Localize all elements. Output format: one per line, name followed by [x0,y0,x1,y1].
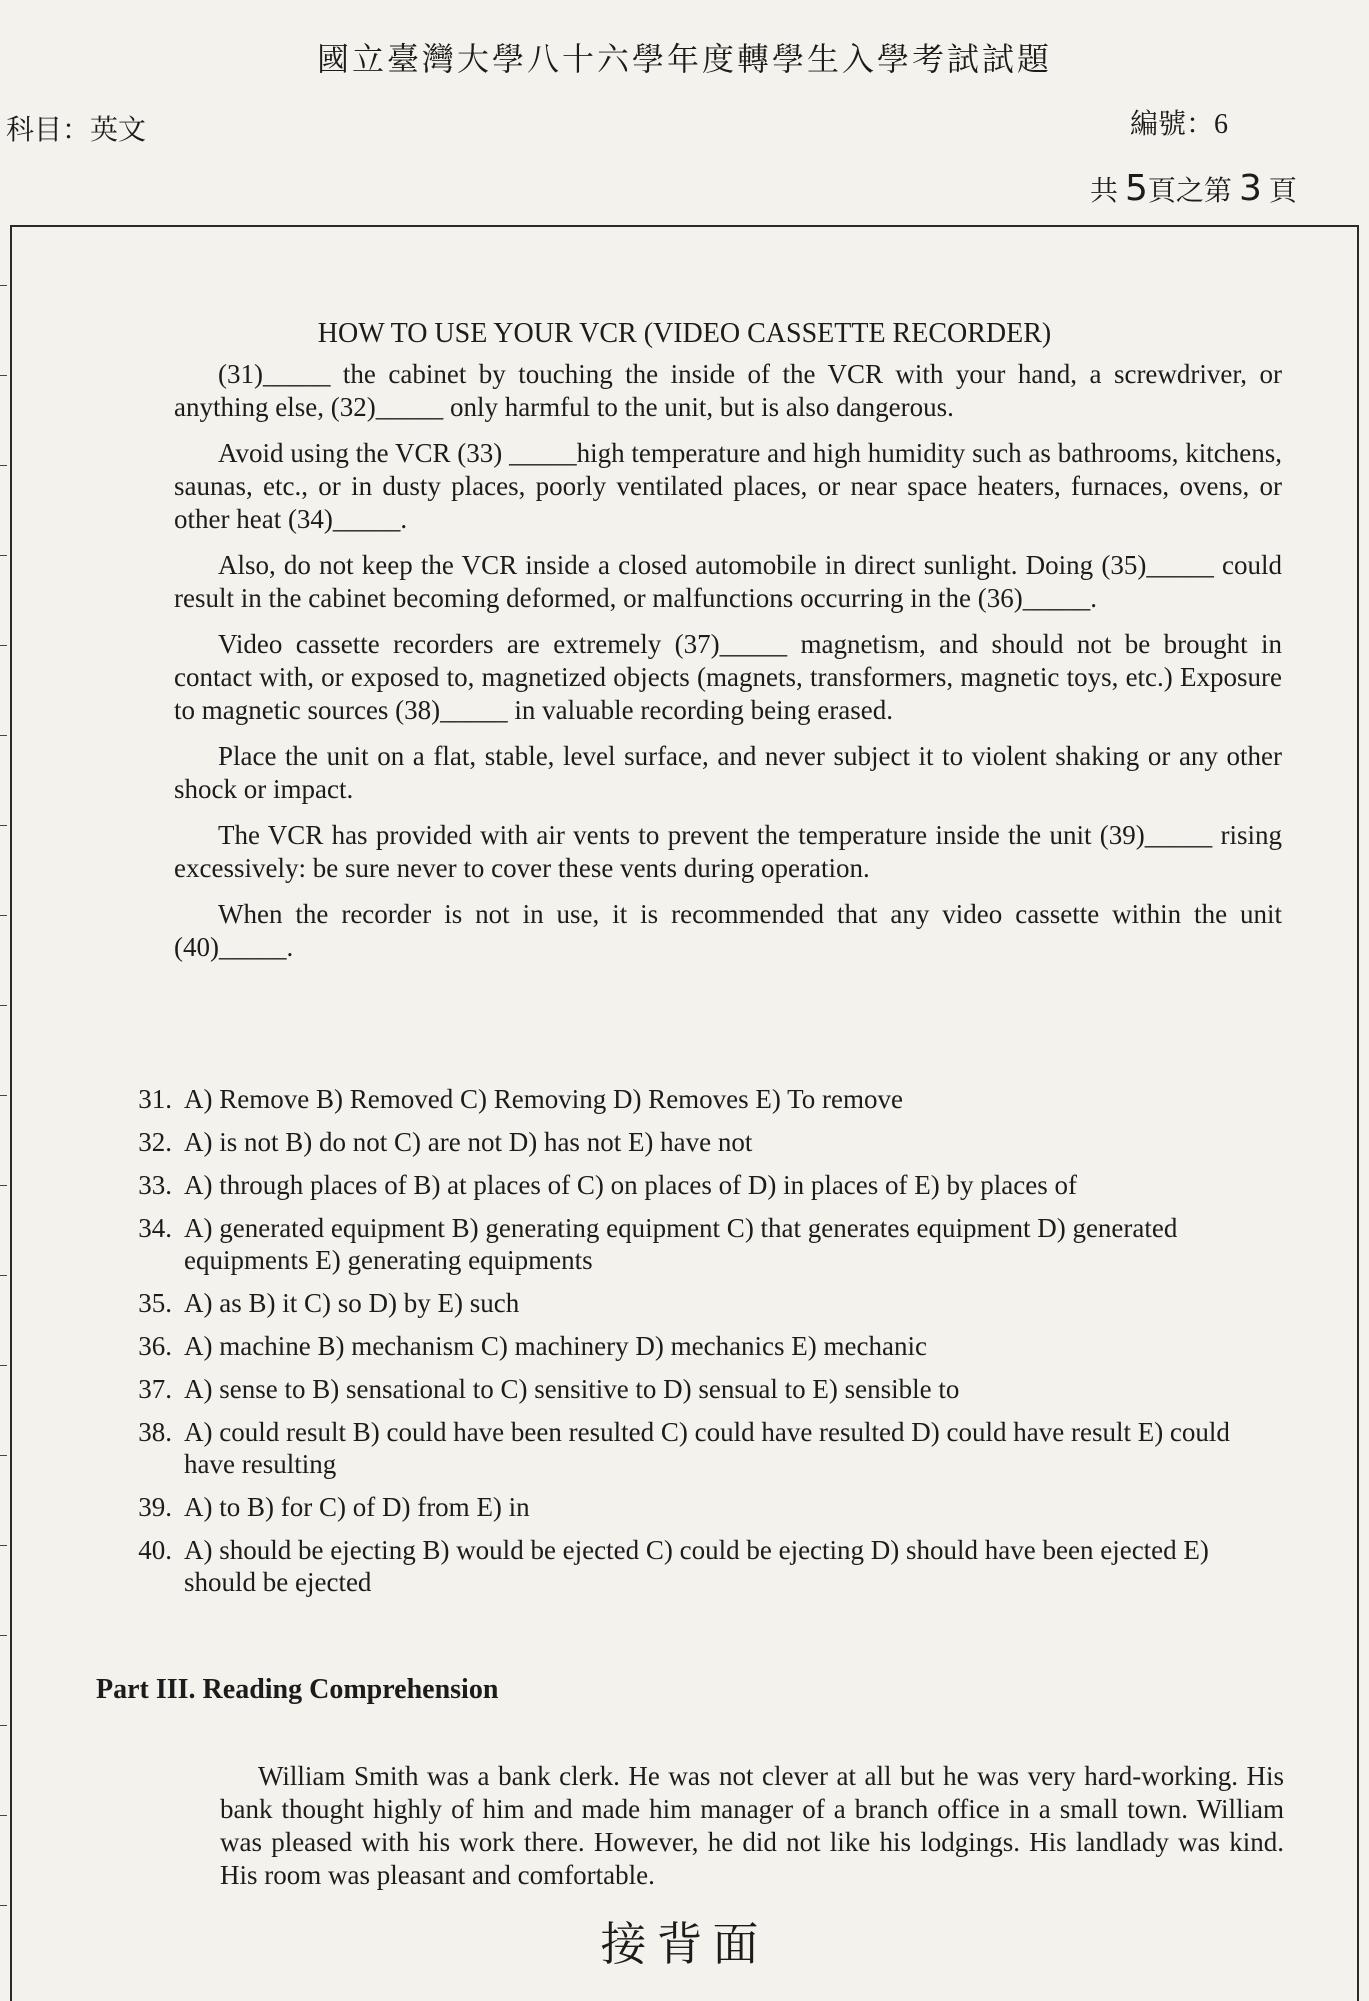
passage-paragraph: Avoid using the VCR (33) _____high temperature and high humidity such as bathrooms, kitchens, saunas, etc., or in dusty places, poorly ventilated places, or near space heaters, furnaces, ovens, or other heat (34)_____. [174,438,1282,534]
page-prefix: 共 [1090,176,1119,207]
question-options: A) generated equipment B) generating equipment C) that generates equipment D) generated equipments E) generating equipments [184,1213,1178,1275]
page-indicator [1090,168,1297,209]
passage-paragraph: Place the unit on a flat, stable, level surface, and never subject it to violent shaking or any other shock or impact. [174,741,1282,804]
question-item [112,1534,1272,1598]
question-number: 31. [138,1084,172,1114]
passage-paragraph: Also, do not keep the VCR inside a closed automobile in direct sunlight. Doing (35)_____ could result in the cabinet becoming deformed, or malfunctions occurring in the (36)_____. [174,550,1282,613]
question-number: 34. [138,1213,172,1243]
passage-paragraph: When the recorder is not in use, it is recommended that any video cassette within the unit (40)_____. [174,899,1282,962]
exam-code: 編號：6 [1130,109,1229,140]
passage-paragraph: (31)_____ the cabinet by touching the inside of the VCR with your hand, a screwdriver, or anything else, (32)_____ only harmful to the unit, but is also dangerous. [174,359,1282,422]
question-item [112,1212,1272,1276]
question-item [112,1126,1272,1158]
question-options: A) sense to B) sensational to C) sensitive to D) sensual to E) sensible to [184,1374,960,1404]
continue-on-back-note: 接背面 [600,1917,769,1971]
question-number: 35. [138,1288,172,1318]
question-number: 33. [138,1170,172,1200]
page-current: 3 [1238,168,1262,209]
question-item [112,1491,1272,1523]
passage-paragraph: The VCR has provided with air vents to prevent the temperature inside the unit (39)_____ rising excessively: be sure never to cover these vents during operation. [174,820,1282,883]
question-options: A) should be ejecting B) would be ejected C) could be ejecting D) should have been ejected E) should be ejected [184,1535,1209,1597]
question-item [112,1169,1272,1201]
section-heading: Part III. Reading Comprehension [96,1674,499,1705]
margin-marks [0,225,8,2001]
question-options: A) machine B) mechanism C) machinery D) mechanics E) mechanic [184,1331,927,1361]
subject-label: 科目：英文 [6,115,147,146]
question-item [112,1416,1272,1480]
passage-paragraph: Video cassette recorders are extremely (37)_____ magnetism, and should not be brought in contact with, or exposed to, magnetized objects (magnets, transformers, magnetic toys, etc.) Exposure to magnetic sources (38)_____ in valuable recording being erased. [174,629,1282,725]
question-list [112,1083,1272,1609]
question-number: 39. [138,1492,172,1522]
question-options: A) could result B) could have been resulted C) could have resulted D) could have result E) could have resulting [184,1417,1230,1479]
question-number: 40. [138,1535,172,1565]
passage-title: HOW TO USE YOUR VCR (VIDEO CASSETTE RECORDER) [317,318,1052,349]
question-item [112,1287,1272,1319]
question-options: A) is not B) do not C) are not D) has not E) have not [184,1127,753,1157]
reading-paragraph: William Smith was a bank clerk. He was not clever at all but he was very hard-working. His bank thought highly of him and made him manager of a branch office in a small town. William was pleased with his work there. However, he did not like his lodgings. His landlady was kind. His room was pleasant and comfortable. [220,1761,1284,1890]
question-number: 36. [138,1331,172,1361]
question-number: 37. [138,1374,172,1404]
question-options: A) Remove B) Removed C) Removing D) Removes E) To remove [184,1084,903,1114]
page-middle: 頁之第 [1147,176,1232,207]
question-item [112,1373,1272,1405]
page-suffix: 頁 [1268,176,1297,207]
reading-passage [220,1760,1284,1892]
page-total: 5 [1125,168,1148,209]
question-item [112,1330,1272,1362]
cloze-passage [174,358,1282,977]
question-options: A) as B) it C) so D) by E) such [184,1288,520,1318]
question-number: 32. [138,1127,172,1157]
question-options: A) to B) for C) of D) from E) in [184,1492,530,1522]
question-item [112,1083,1272,1115]
exam-title: 國立臺灣大學八十六學年度轉學生入學考試試題 [316,41,1052,77]
question-number: 38. [138,1417,172,1447]
question-options: A) through places of B) at places of C) on places of D) in places of E) by places of [184,1170,1077,1200]
